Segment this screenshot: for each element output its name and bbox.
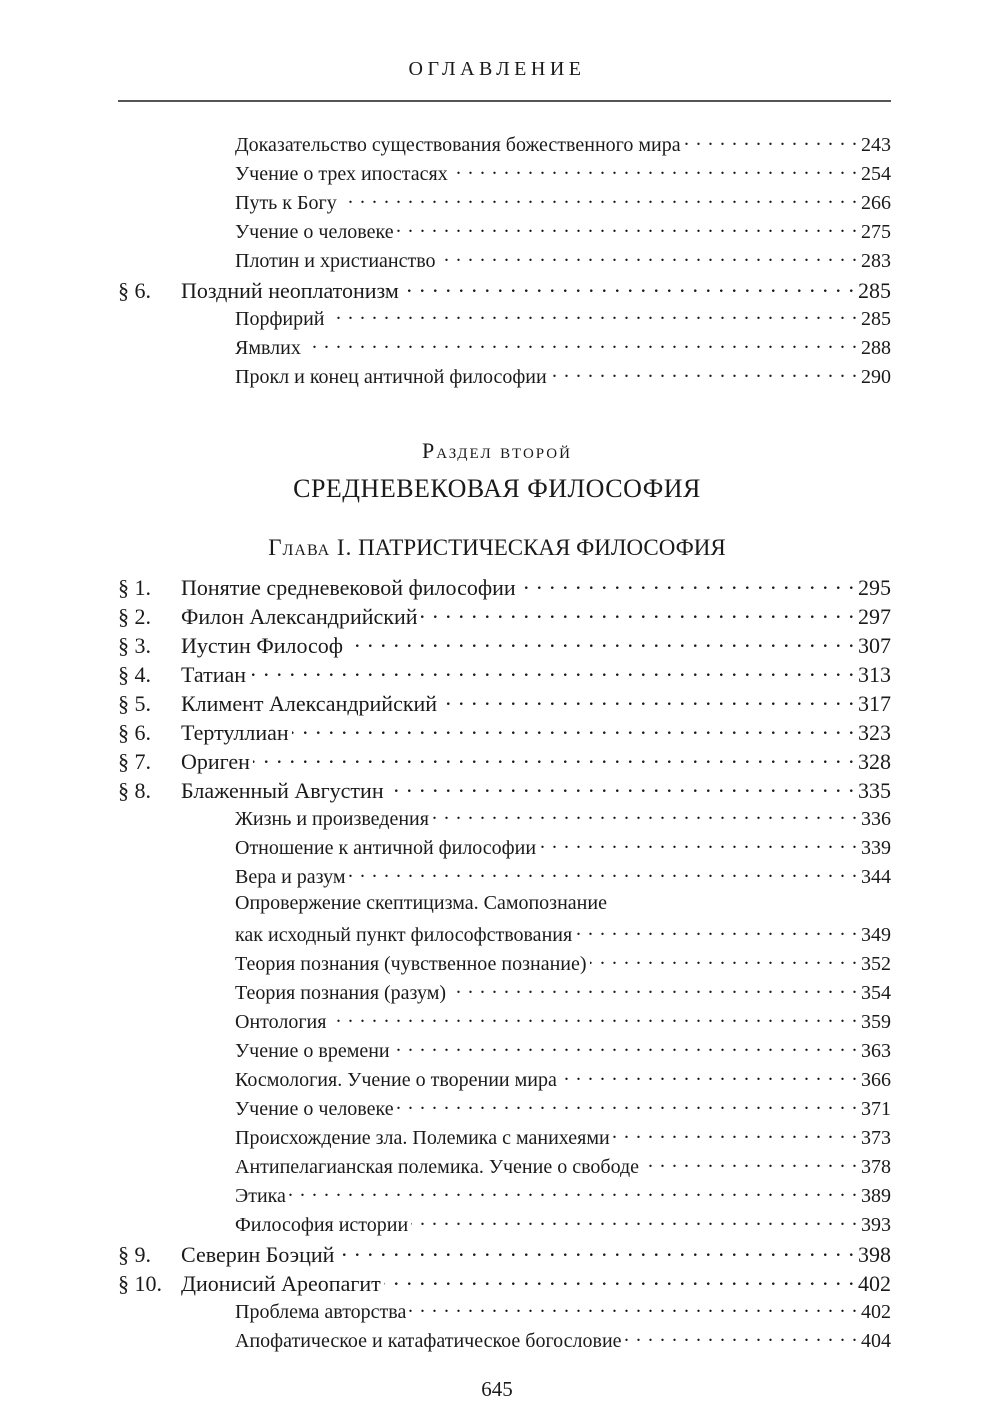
chapter-name: ПАТРИСТИЧЕСКАЯ ФИЛОСОФИЯ (358, 535, 726, 560)
toc-entry[interactable]: Антипелагианская полемика. Учение о свободе . . . 378 (118, 1153, 891, 1182)
section-number: § 6. (118, 278, 151, 303)
toc-entry[interactable]: Онтология . . . 359 (118, 1008, 891, 1037)
section-number: § 3. (118, 633, 151, 658)
toc-entry-line1[interactable]: Опровержение скептицизма. Самопознание (235, 892, 607, 914)
section-number: § 9. (118, 1242, 151, 1267)
toc-entry[interactable]: Отношение к античной философии . . . 339 (118, 834, 891, 863)
toc-entry[interactable]: Порфирий . . . 285 (118, 305, 891, 334)
toc-section-entry[interactable]: § 8. Блаженный Августин . . . 335 (118, 776, 891, 805)
toc-entry[interactable]: Космология. Учение о творении мира . . . 366 (118, 1066, 891, 1095)
toc-entry[interactable]: Жизнь и произведения . . . 336 (118, 805, 891, 834)
toc-entry[interactable]: Теория познания (разум) . . . 354 (118, 979, 891, 1008)
toc-entry[interactable]: Учение о трех ипостасях . . . 254 (118, 160, 891, 189)
toc-section-entry[interactable]: § 10. Дионисий Ареопагит . . . 402 (118, 1269, 891, 1298)
toc-section-entry[interactable]: § 2. Филон Александрийский . . . 297 (118, 602, 891, 631)
toc-entry[interactable]: Плотин и христианство . . . 283 (118, 247, 891, 276)
section-number: § 8. (118, 778, 151, 803)
toc-section-entry[interactable]: § 6. Поздний неоплатонизм . . . 285 (118, 276, 891, 305)
toc-section-entry[interactable]: § 7. Ориген . . . 328 (118, 747, 891, 776)
toc-entry[interactable]: Происхождение зла. Полемика с манихеями . . . 373 (118, 1124, 891, 1153)
toc-section-entry[interactable]: § 5. Климент Александрийский . . . 317 (118, 689, 891, 718)
chapter-label: Глава I. (268, 535, 353, 560)
toc-entry[interactable]: Этика . . . 389 (118, 1182, 891, 1211)
section-number: § 4. (118, 662, 151, 687)
part-title: СРЕДНЕВЕКОВАЯ ФИЛОСОФИЯ (293, 474, 701, 503)
toc-entry[interactable]: Философия истории . . . 393 (118, 1211, 891, 1240)
section-number: § 10. (118, 1271, 162, 1296)
section-number: § 5. (118, 691, 151, 716)
part-label: Раздел второй (422, 438, 572, 463)
page-number: 645 (481, 1377, 513, 1401)
toc-entry[interactable]: Учение о человеке . . . 275 (118, 218, 891, 247)
toc-section-entry[interactable]: § 9. Северин Боэций . . . 398 (118, 1240, 891, 1269)
toc-entry[interactable]: как исходный пункт философствования . . . 349 (118, 921, 891, 950)
section-number: § 1. (118, 575, 151, 600)
chapter-title (0, 535, 994, 561)
toc-entry[interactable]: Теория познания (чувственное познание) . . . 352 (118, 950, 891, 979)
toc-entry[interactable]: Прокл и конец античной философии . . . 290 (118, 363, 891, 392)
section-number: § 7. (118, 749, 151, 774)
toc-entry[interactable]: Путь к Богу . . . 266 (118, 189, 891, 218)
header-rule (118, 100, 891, 102)
section-number: § 6. (118, 720, 151, 745)
toc-entry[interactable]: Доказательство существования божественного мира . . . 243 (118, 131, 891, 160)
toc-entry[interactable]: Учение о времени . . . 363 (118, 1037, 891, 1066)
toc-entry[interactable]: Вера и разум . . . 344 (118, 863, 891, 892)
toc-entry[interactable]: Апофатическое и катафатическое богословие . . . 404 (118, 1327, 891, 1356)
toc-section-entry[interactable]: § 3. Иустин Философ . . . 307 (118, 631, 891, 660)
toc-section-entry[interactable]: § 1. Понятие средневековой философии . . . 295 (118, 573, 891, 602)
toc-entry[interactable]: Ямвлих . . . 288 (118, 334, 891, 363)
section-number: § 2. (118, 604, 151, 629)
toc-entry[interactable]: Учение о человеке . . . 371 (118, 1095, 891, 1124)
toc-section-entry[interactable]: § 6. Тертуллиан . . . 323 (118, 718, 891, 747)
toc-section-entry[interactable]: § 4. Татиан . . . 313 (118, 660, 891, 689)
toc-entry[interactable]: Проблема авторства . . . 402 (118, 1298, 891, 1327)
running-header: ОГЛАВЛЕНИЕ (408, 58, 586, 80)
